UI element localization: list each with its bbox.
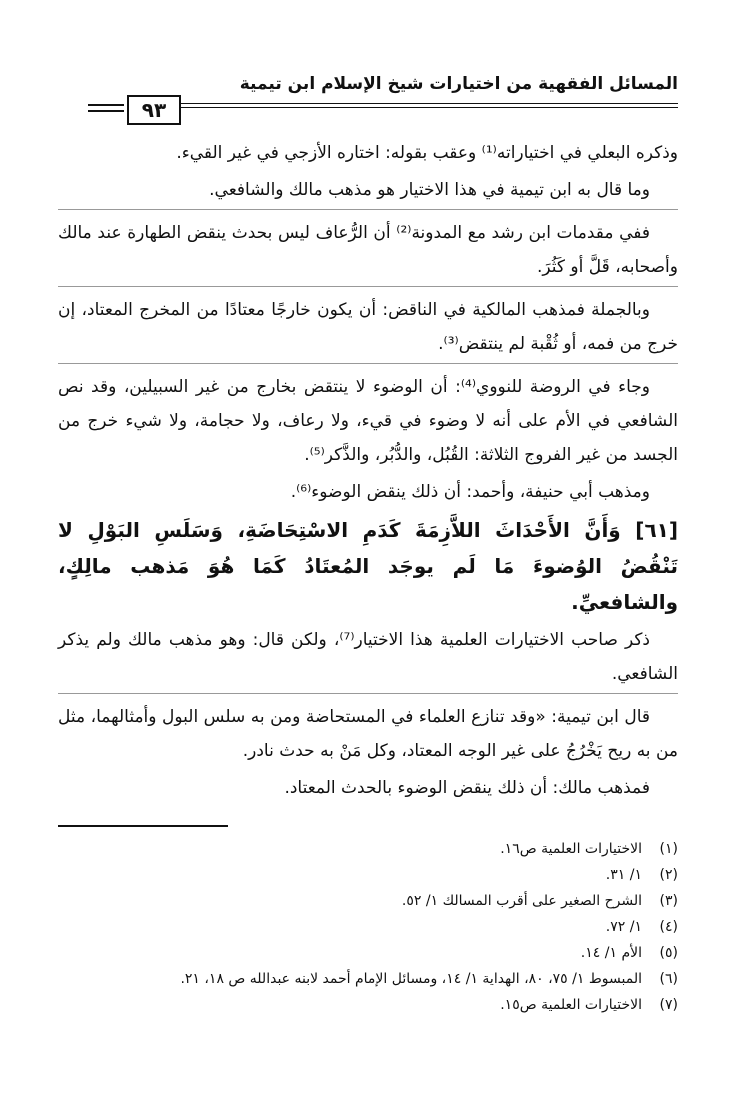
footnote-text: الاختيارات العلمية ص١٥. (500, 997, 642, 1013)
footnote-text: ١/ ٧٢. (605, 919, 642, 935)
paragraph: فمذهب مالك: أن ذلك ينقض الوضوء بالحدث المعتاد. (284, 778, 650, 798)
footnote-separator (58, 825, 228, 827)
running-header-title: المسائل الفقهية من اختيارات شيخ الإسلام ابن تيمية (239, 74, 678, 94)
paragraph: وذكره البعلي في اختياراته⁽¹⁾ وعقب بقوله: اختاره الأزجي في غير القيء. (176, 143, 678, 163)
footnote (58, 997, 678, 1023)
footnote (58, 971, 678, 997)
footnote (58, 867, 678, 893)
header-rule-top (157, 103, 678, 104)
paragraph: وجاء في الروضة للنووي⁽⁴⁾: أن الوضوء لا ينتقض بخارج من غير السبيلين، وقد نص الشافعي في الأم على أنه لا وضوء في قيء، ولا رعاف، ولا حجامة، ولا شيء خرج من الجسد من غير الفروج الثلاثة: القُبُل، والدُّبُر، والذَّكر⁽⁵⁾. (58, 377, 678, 465)
footnote (58, 945, 678, 971)
footnote-number: (٣) (659, 893, 678, 909)
footnote (58, 893, 678, 919)
paragraph: وبالجملة فمذهب المالكية في الناقض: أن يكون خارجًا معتادًا من المخرج المعتاد، إن خرج من فمه، أو ثُقْبة لم ينتقض⁽³⁾. (58, 293, 678, 364)
page-number-rule-bottom (88, 110, 124, 112)
paragraph: ومذهب أبي حنيفة، وأحمد: أن ذلك ينقض الوضوء⁽⁶⁾. (290, 482, 650, 502)
footnote-text: ١/ ٣١. (605, 867, 642, 883)
footnote-number: (٦) (659, 971, 678, 987)
paragraph: ففي مقدمات ابن رشد مع المدونة⁽²⁾ أن الرُّعاف ليس بحدث ينقض الطهارة عند مالك وأصحابه، قَلَّ أو كَثُرَ. (58, 216, 678, 287)
paragraph: وما قال به ابن تيمية في هذا الاختيار هو مذهب مالك والشافعي. (58, 173, 678, 210)
paragraph: قال ابن تيمية: «وقد تنازع العلماء في المستحاضة ومن به سلس البول وأمثالهما، مثل من به ريح يَخْرُجُ على غير الوجه المعتاد، وكل مَنْ به حدث نادر. (58, 707, 678, 761)
footnote (58, 919, 678, 945)
page-number-rule-top (88, 104, 124, 106)
page-number: ٩٣ (127, 95, 181, 125)
footnote-text: الأم ١/ ١٤. (580, 945, 642, 961)
main-text (58, 136, 678, 808)
footnote-number: (٢) (659, 867, 678, 883)
footnote-number: (١) (659, 841, 678, 857)
footnote-number: (٧) (659, 997, 678, 1013)
footnote (58, 841, 678, 867)
footnote-text: الاختيارات العلمية ص١٦. (500, 841, 642, 857)
footnotes (58, 841, 678, 1023)
header-rule-bottom (157, 107, 678, 108)
footnote-text: الشرح الصغير على أقرب المسالك ١/ ٥٢. (401, 893, 642, 909)
issue-heading: [٦١] وَأَنَّ الأَحْدَاثَ اللاَّزِمَةَ كَدَمِ الاسْتِحَاضَةِ، وَسَلَسِ البَوْلِ لا تَنْقُضُ الوُضوءَ مَا لَم يوجَد المُعتَادُ كَمَا هُوَ مَذهب مالِكٍ، والشافعيِّ. (58, 518, 678, 614)
footnote-number: (٤) (659, 919, 678, 935)
footnote-text: المبسوط ١/ ٧٥، ٨٠، الهداية ١/ ١٤، ومسائل الإمام أحمد لابنه عبدالله ص ١٨، ٢١. (180, 971, 642, 987)
paragraph: ذكر صاحب الاختيارات العلمية هذا الاختيار⁽⁷⁾، ولكن قال: وهو مذهب مالك ولم يذكر الشافعي. (58, 623, 678, 694)
footnote-number: (٥) (659, 945, 678, 961)
